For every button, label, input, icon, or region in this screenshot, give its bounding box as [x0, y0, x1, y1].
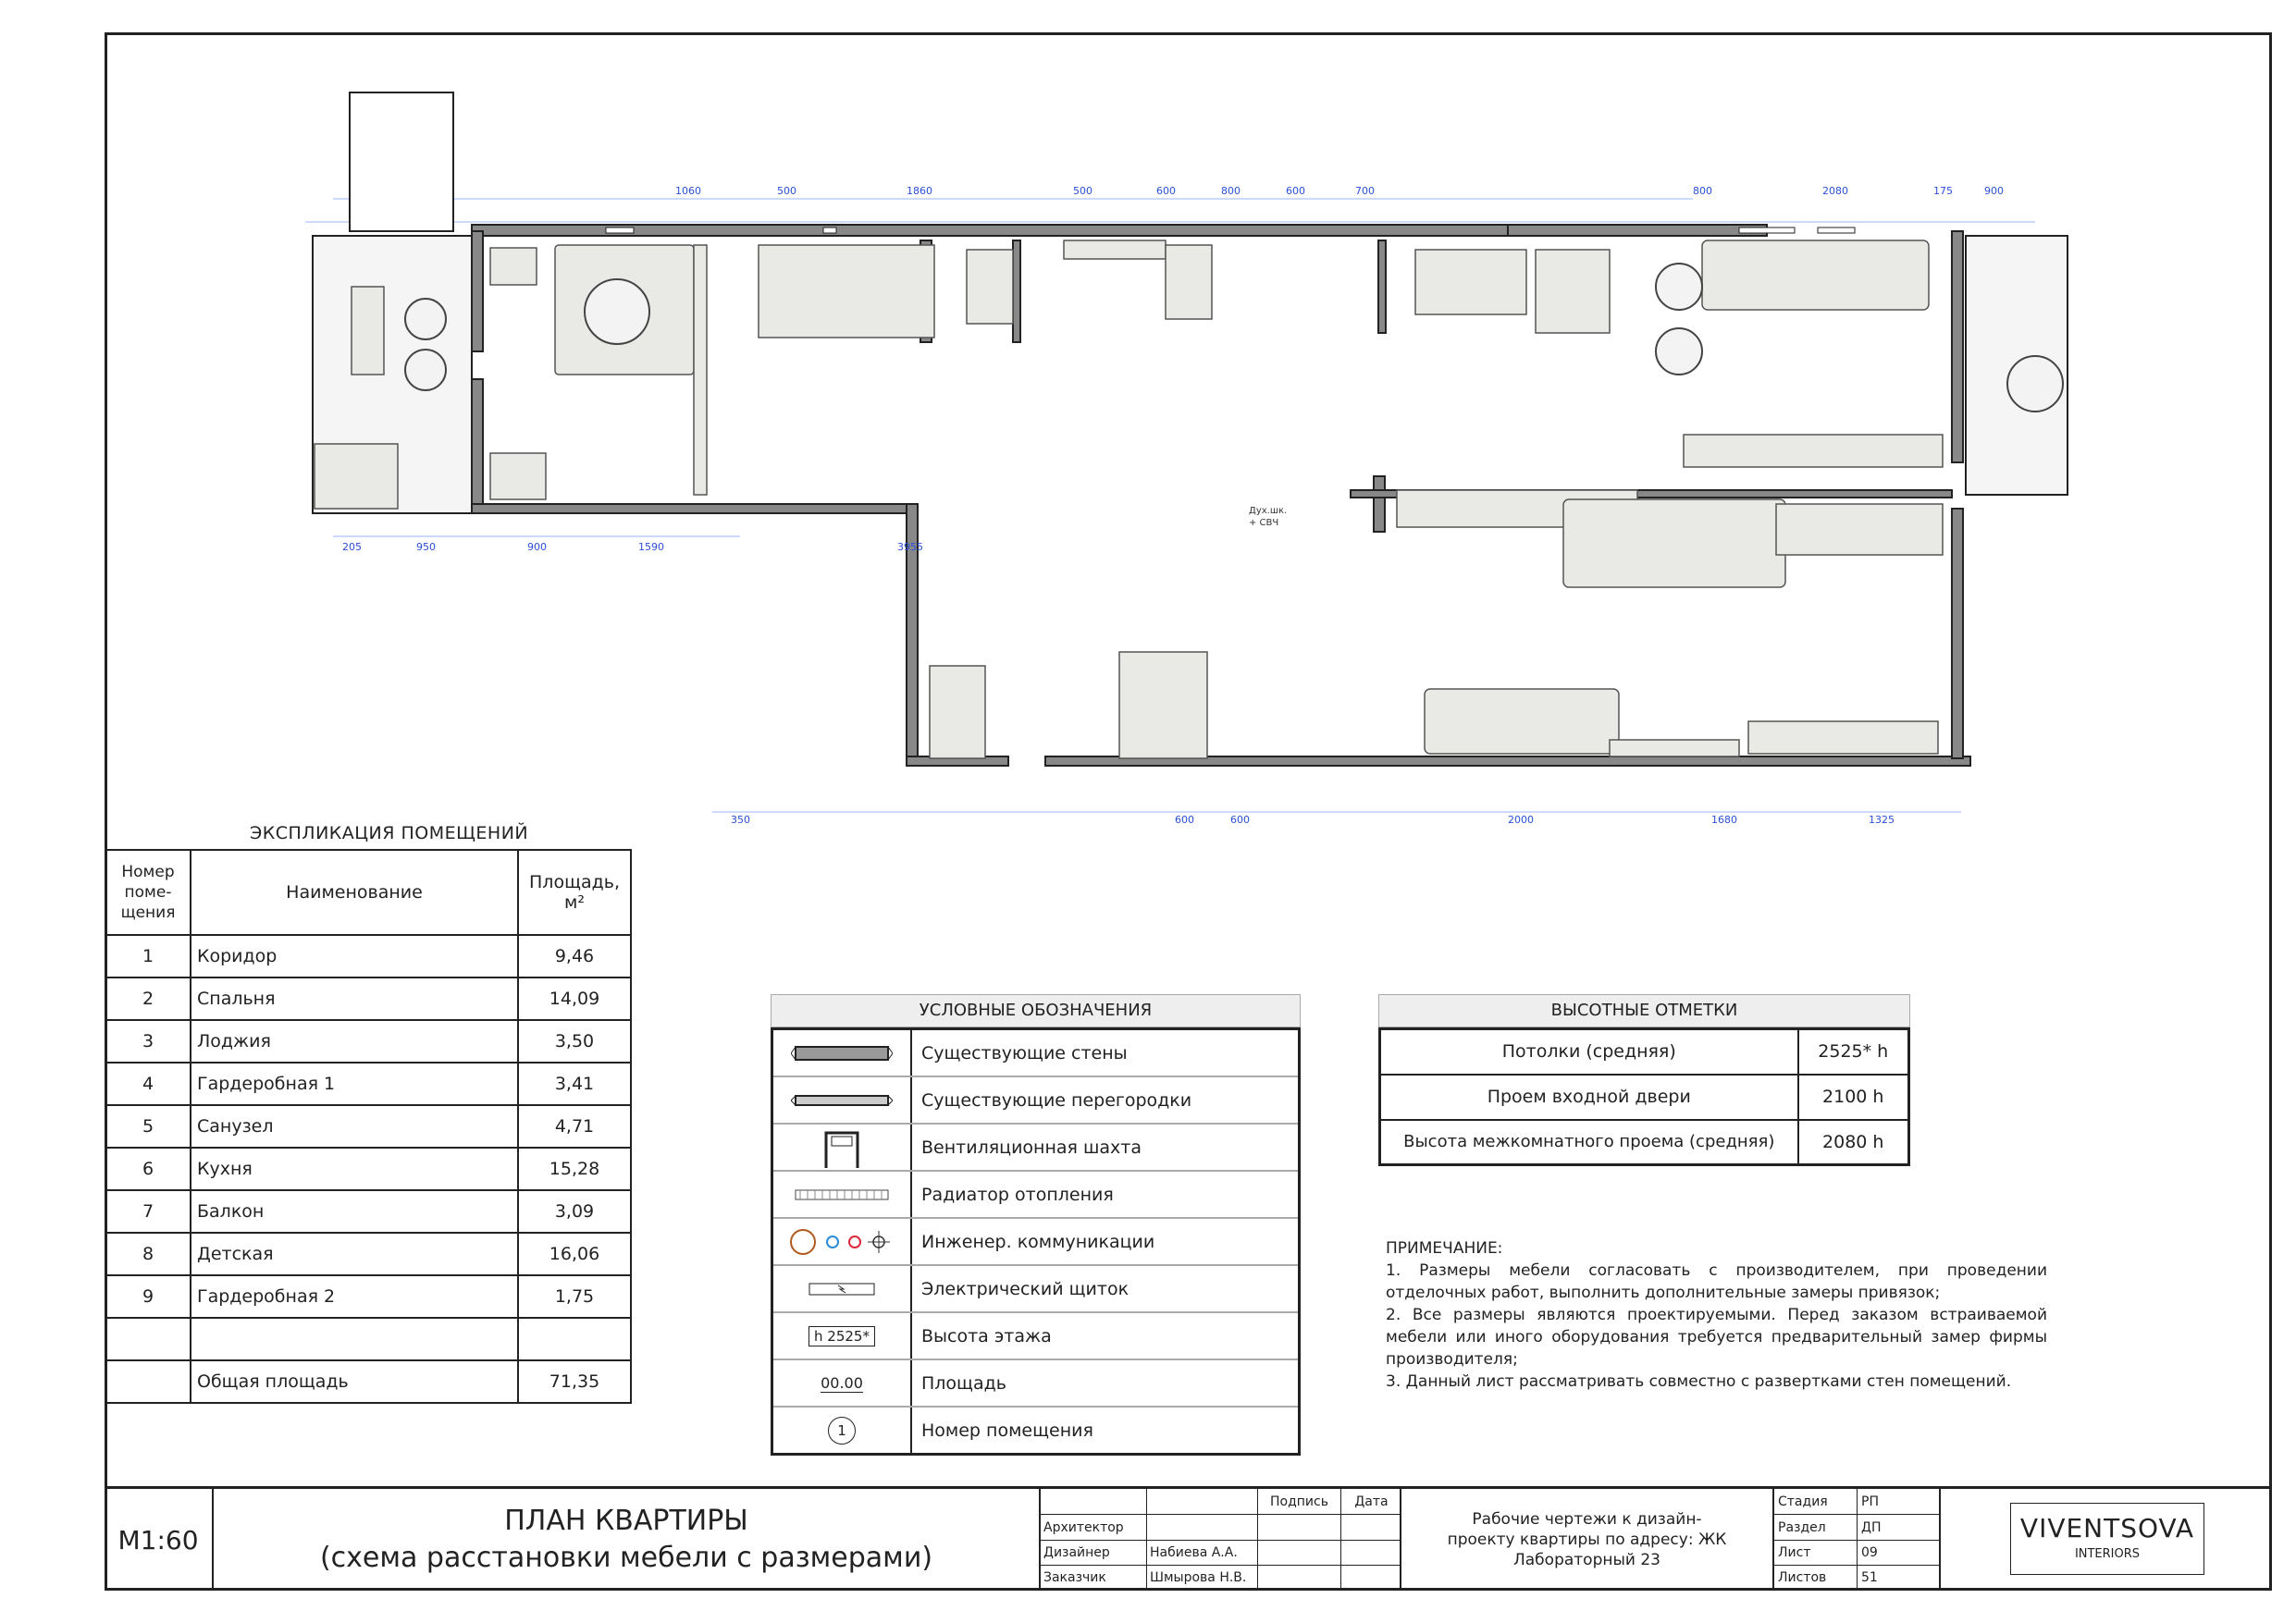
note: [1386, 1237, 2047, 1393]
svg-text:2000: 2000: [1508, 814, 1534, 826]
legend-item: Существующие перегородки: [773, 1077, 1298, 1125]
legend-item: Вентиляционная шахта: [773, 1125, 1298, 1172]
room-number-icon: 1: [828, 1417, 856, 1445]
legend-item: 1 Номер помещения: [773, 1408, 1298, 1453]
total-label: Общая площадь: [191, 1360, 518, 1403]
svg-text:600: 600: [1230, 814, 1250, 826]
col-area-header: Площадь, м²: [518, 850, 631, 935]
table-row: 6 Кухня 15,28: [105, 1148, 631, 1190]
roles-grid: Подпись Дата Архитектор Дизайнер Набиева А.А. Заказчик Шмырова Н.В.: [1039, 1489, 1401, 1591]
table-row: 1 Коридор 9,46: [105, 935, 631, 977]
col-name-header: Наименование: [191, 850, 518, 935]
svg-text:1860: 1860: [907, 185, 932, 197]
project-description: Рабочие чертежи к дизайн-проекту квартиры по адресу: ЖК Лабораторный 23: [1401, 1489, 1774, 1591]
svg-text:600: 600: [1286, 185, 1305, 197]
radiator-icon: [791, 1186, 893, 1204]
table-row: Проем входной двери 2100 h: [1380, 1075, 1909, 1120]
svg-text:600: 600: [1175, 814, 1194, 826]
heights-panel: [1378, 994, 1910, 1166]
svg-text:2080: 2080: [1822, 185, 1848, 197]
svg-text:3955: 3955: [897, 541, 923, 553]
note-item: 1. Размеры мебели согласовать с производителем, при проведении отделочных работ, выполнить дополнительные замеры привязок;: [1386, 1261, 2047, 1302]
table-row: 3 Лоджия 3,50: [105, 1020, 631, 1063]
explication-table: [105, 849, 632, 1404]
svg-text:1590: 1590: [638, 541, 664, 553]
floor-plan: [305, 83, 2072, 879]
area-icon: 00.00: [821, 1373, 863, 1392]
svg-text:900: 900: [527, 541, 547, 553]
table-row: 9 Гардеробная 2 1,75: [105, 1275, 631, 1318]
table-row: 2 Спальня 14,09: [105, 977, 631, 1020]
legend-title: УСЛОВНЫЕ ОБОЗНАЧЕНИЯ: [771, 994, 1301, 1027]
svg-text:500: 500: [777, 185, 796, 197]
legend-item: Радиатор отопления: [773, 1172, 1298, 1219]
svg-text:950: 950: [416, 541, 436, 553]
sheet-title: ПЛАН КВАРТИРЫ (схема расстановки мебели с размерами): [319, 1505, 933, 1574]
total-value: 71,35: [518, 1360, 631, 1403]
floor-height-icon: h 2525*: [809, 1326, 875, 1346]
total-row: [105, 1360, 631, 1403]
svg-text:1680: 1680: [1711, 814, 1737, 826]
title-block: [105, 1486, 2272, 1593]
table-row: Потолки (средняя) 2525* h: [1380, 1029, 1909, 1075]
legend-item: 00.00 Площадь: [773, 1360, 1298, 1408]
legend-item: h 2525* Высота этажа: [773, 1313, 1298, 1360]
svg-text:900: 900: [1984, 185, 2004, 197]
table-row: Высота межкомнатного проема (средняя) 2080 h: [1380, 1120, 1909, 1165]
svg-text:+ СВЧ: + СВЧ: [1249, 518, 1279, 528]
date-header: Дата: [1341, 1489, 1401, 1515]
partition-icon: [791, 1088, 893, 1113]
table-row: 5 Санузел 4,71: [105, 1105, 631, 1148]
svg-text:205: 205: [342, 541, 362, 553]
table-row: 4 Гардеробная 1 3,41: [105, 1063, 631, 1105]
legend-item: Инженер. коммуникации: [773, 1219, 1298, 1266]
svg-text:175: 175: [1933, 185, 1953, 197]
sheet-fields: Стадия РП Раздел ДП Лист 09 Листов 51: [1774, 1489, 1941, 1591]
heights-title: ВЫСОТНЫЕ ОТМЕТКИ: [1378, 994, 1910, 1027]
svg-text:700: 700: [1355, 185, 1375, 197]
legend-item: Существующие стены: [773, 1030, 1298, 1077]
table-row: [105, 1318, 631, 1360]
note-item: 2. Все размеры являются проектируемыми. Перед заказом встраиваемой мебели или иного оборудования требуется предварительный замер фирмы производителя;: [1386, 1306, 2047, 1369]
utilities-icon: [786, 1226, 897, 1258]
svg-text:1060: 1060: [675, 185, 701, 197]
vent-shaft-icon: [819, 1127, 865, 1168]
note-item: 3. Данный лист рассматривать совместно с развертками стен помещений.: [1386, 1372, 2012, 1391]
svg-text:800: 800: [1693, 185, 1712, 197]
scale-label: М1:60: [105, 1489, 214, 1591]
svg-text:500: 500: [1073, 185, 1092, 197]
electric-panel-icon: [805, 1280, 879, 1298]
explication-title: ЭКСПЛИКАЦИЯ ПОМЕЩЕНИЙ: [250, 823, 529, 843]
oven-label: Дух.шк.: [1249, 506, 1288, 516]
legend: [771, 994, 1301, 1456]
sign-header: Подпись: [1258, 1489, 1341, 1515]
table-row: 8 Детская 16,06: [105, 1233, 631, 1275]
col-number-header: Номер поме-щения: [105, 850, 191, 935]
wall-icon: [791, 1041, 893, 1065]
legend-item: Электрический щиток: [773, 1266, 1298, 1313]
svg-text:600: 600: [1156, 185, 1176, 197]
company-logo: VIVENTSOVA INTERIORS: [2010, 1503, 2204, 1575]
svg-text:800: 800: [1221, 185, 1241, 197]
svg-text:1325: 1325: [1869, 814, 1895, 826]
svg-text:350: 350: [731, 814, 750, 826]
table-row: 7 Балкон 3,09: [105, 1190, 631, 1233]
note-title: ПРИМЕЧАНИЕ:: [1386, 1239, 1503, 1258]
